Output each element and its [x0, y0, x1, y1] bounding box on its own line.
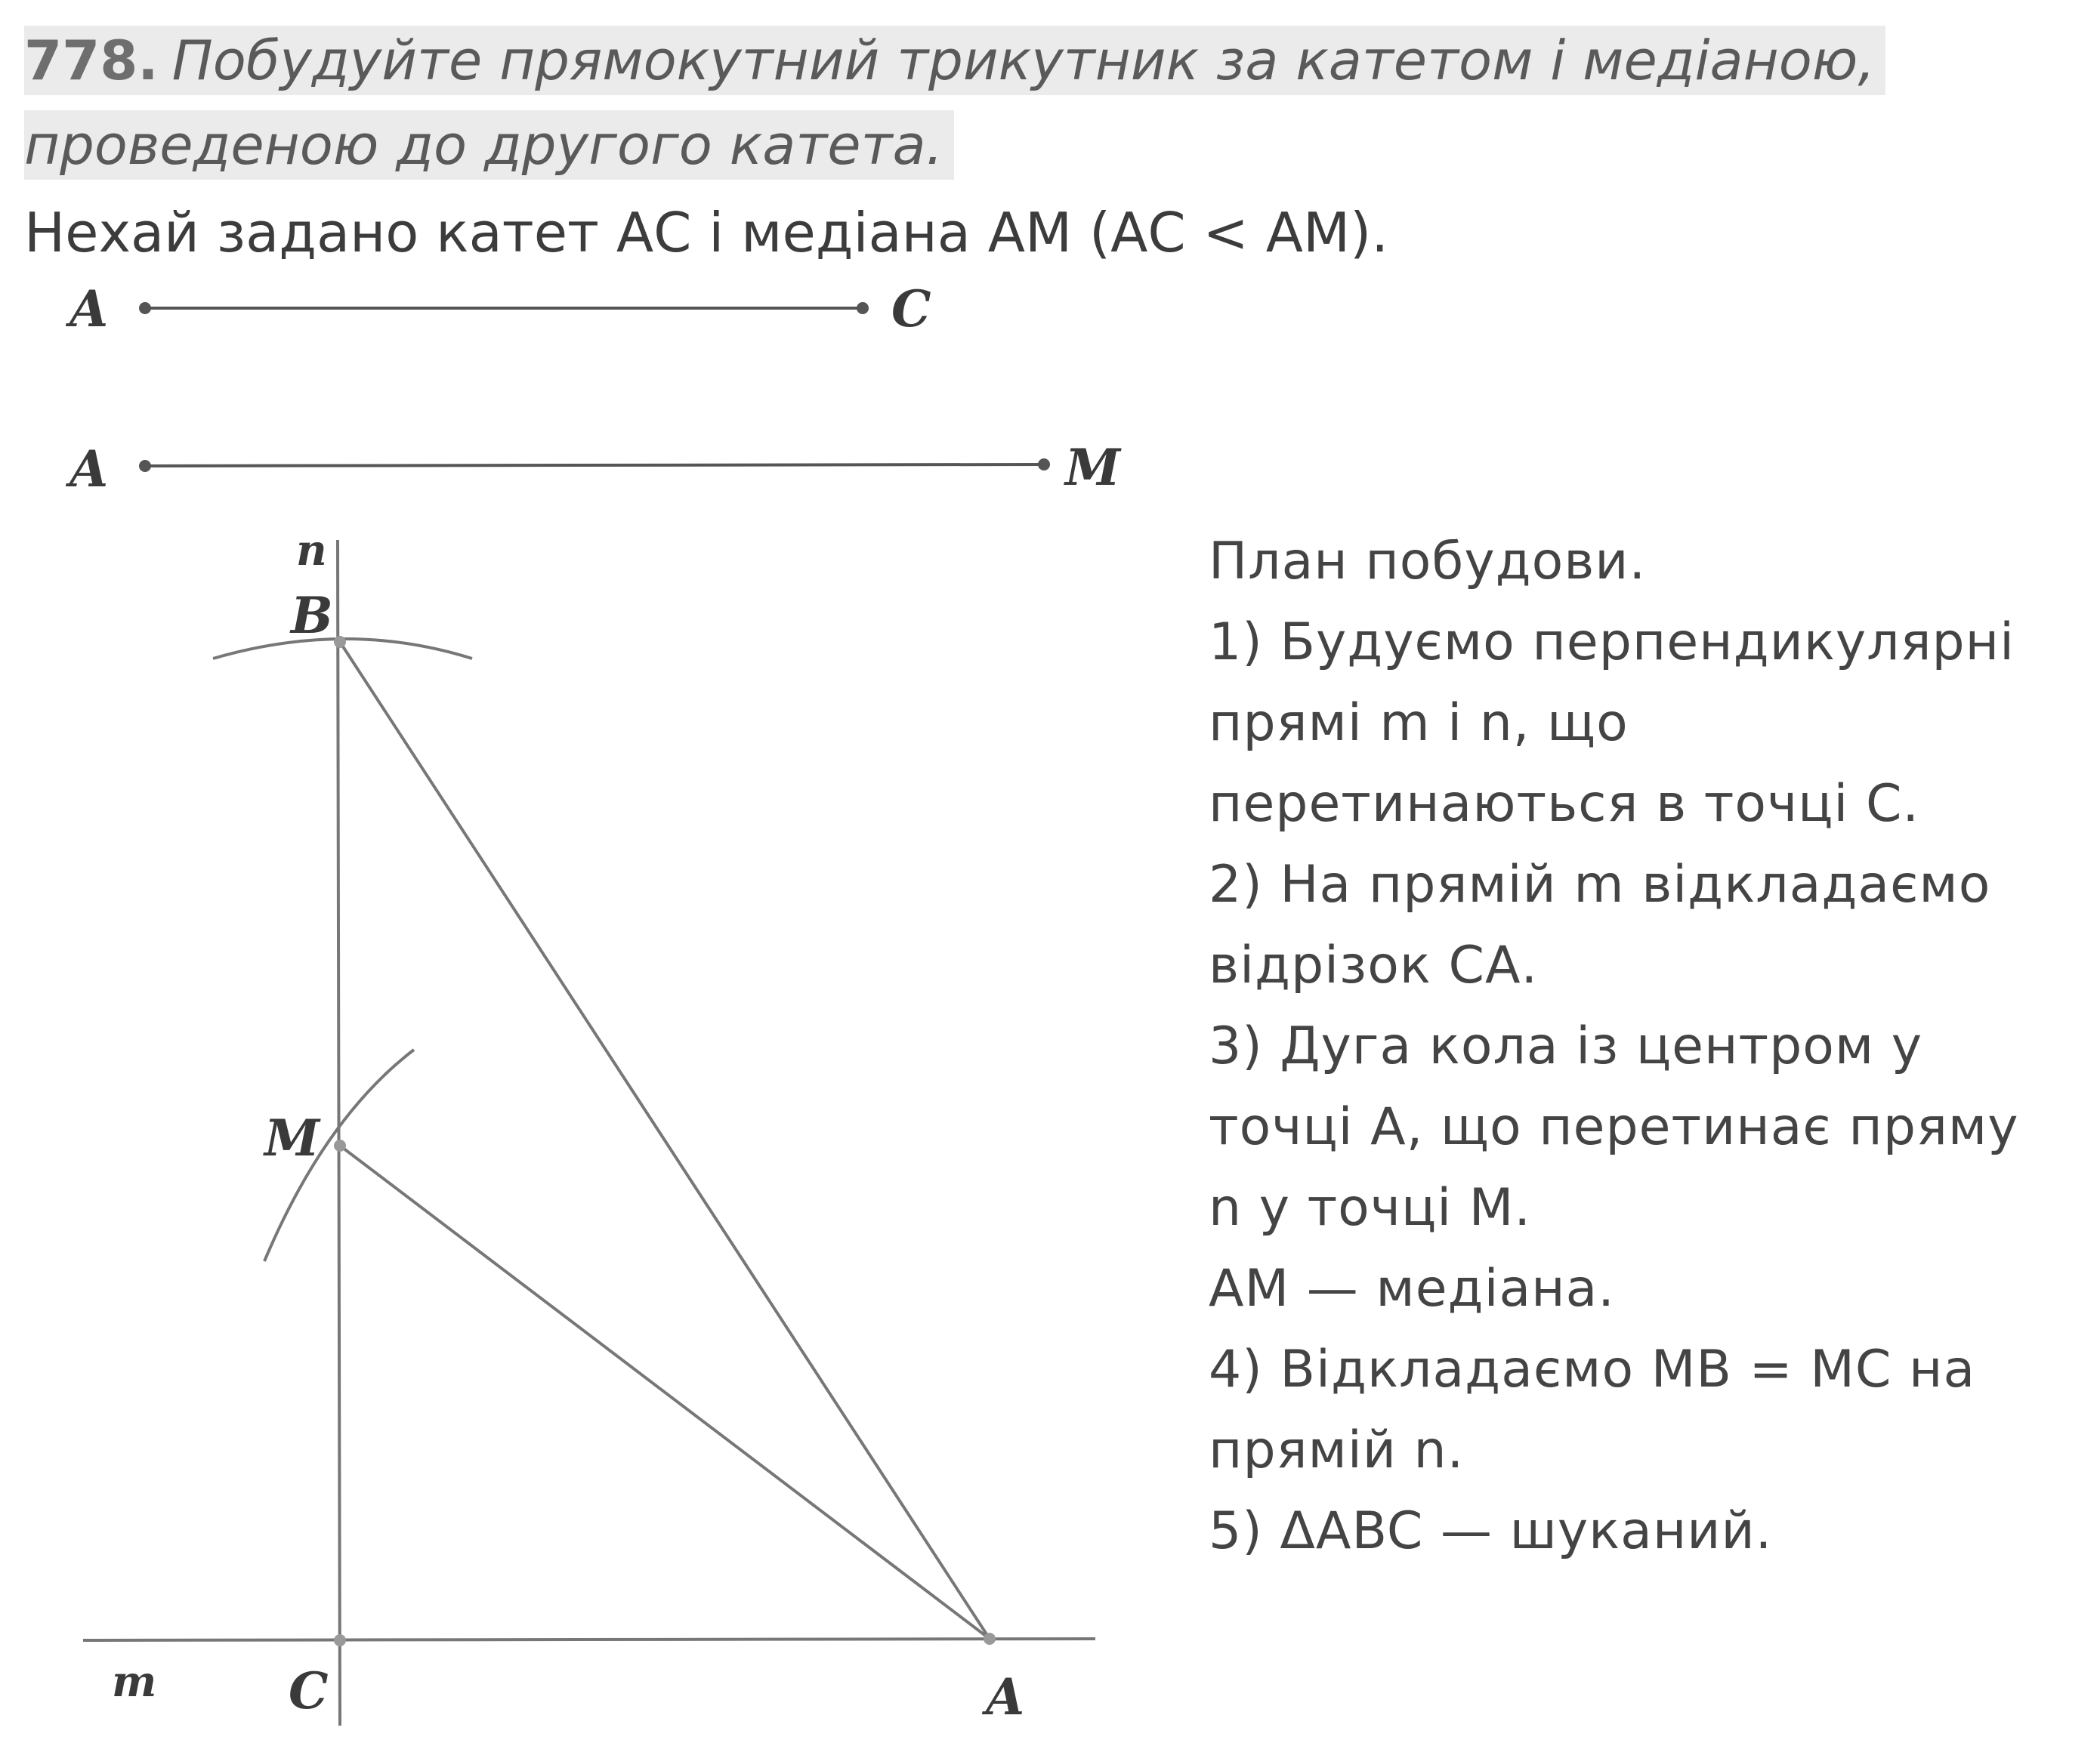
line-m [83, 1639, 1095, 1640]
segment-ac-end-label: C [891, 279, 931, 338]
label-a: A [986, 1667, 1025, 1726]
task-text-2: проведеною до другого катета. [24, 113, 943, 177]
plan-line: 4) Відкладаємо MB = MC на [1209, 1340, 1976, 1399]
segment-am-end-label: M [1065, 438, 1121, 497]
segment-am-start-point [139, 460, 151, 472]
line-n [338, 540, 340, 1726]
segment-ac [65, 279, 931, 338]
plan-line: 1) Будуємо перпендикулярні [1209, 612, 2015, 672]
plan-line: 5) ΔABC — шуканий. [1209, 1501, 1773, 1561]
task-text-1: Побудуйте прямокутний трикутник за катетом і медіаною, [171, 29, 1876, 92]
plan-line: AM — медіана. [1209, 1259, 1615, 1319]
segment-ac-end-point [857, 302, 869, 314]
plan-title: План побудови. [1209, 532, 1647, 591]
plan-line: точці А, що перетинає пряму [1209, 1097, 2019, 1157]
label-m-point: M [264, 1109, 320, 1168]
plan-line: 3) Дуга кола із центром у [1209, 1016, 1922, 1076]
plan-line: 2) На прямій m відкладаємо [1209, 855, 1991, 915]
label-b: B [291, 586, 333, 645]
triangle-construction [83, 526, 1095, 1726]
segment-am [65, 438, 1122, 498]
plan-line: відрізок СА. [1209, 936, 1539, 995]
point-c [334, 1634, 346, 1646]
construction-plan [1209, 521, 2092, 1572]
segment-ac-start-point [139, 302, 151, 314]
side-ba [340, 642, 990, 1639]
label-c: C [289, 1661, 329, 1720]
plan-line: перетинаються в точці С. [1209, 774, 1920, 834]
plan-line: прямі m i n, що [1209, 693, 1629, 753]
segment-am-end-point [1038, 458, 1050, 470]
point-b [334, 636, 346, 648]
label-n: n [296, 526, 327, 575]
task-number: 778. [24, 29, 159, 92]
segment-ac-start-label: A [69, 279, 109, 338]
segment-am-start-label: A [69, 440, 109, 498]
point-m [334, 1140, 346, 1152]
given-statement: Нехай задано катет АС і медіана АМ (АС < АМ). [24, 201, 1389, 264]
median-ma [340, 1146, 990, 1639]
label-m-line: m [112, 1657, 157, 1707]
plan-line: прямій n. [1209, 1421, 1465, 1480]
plan-line: n у точці М. [1209, 1178, 1532, 1238]
point-a [984, 1633, 996, 1645]
